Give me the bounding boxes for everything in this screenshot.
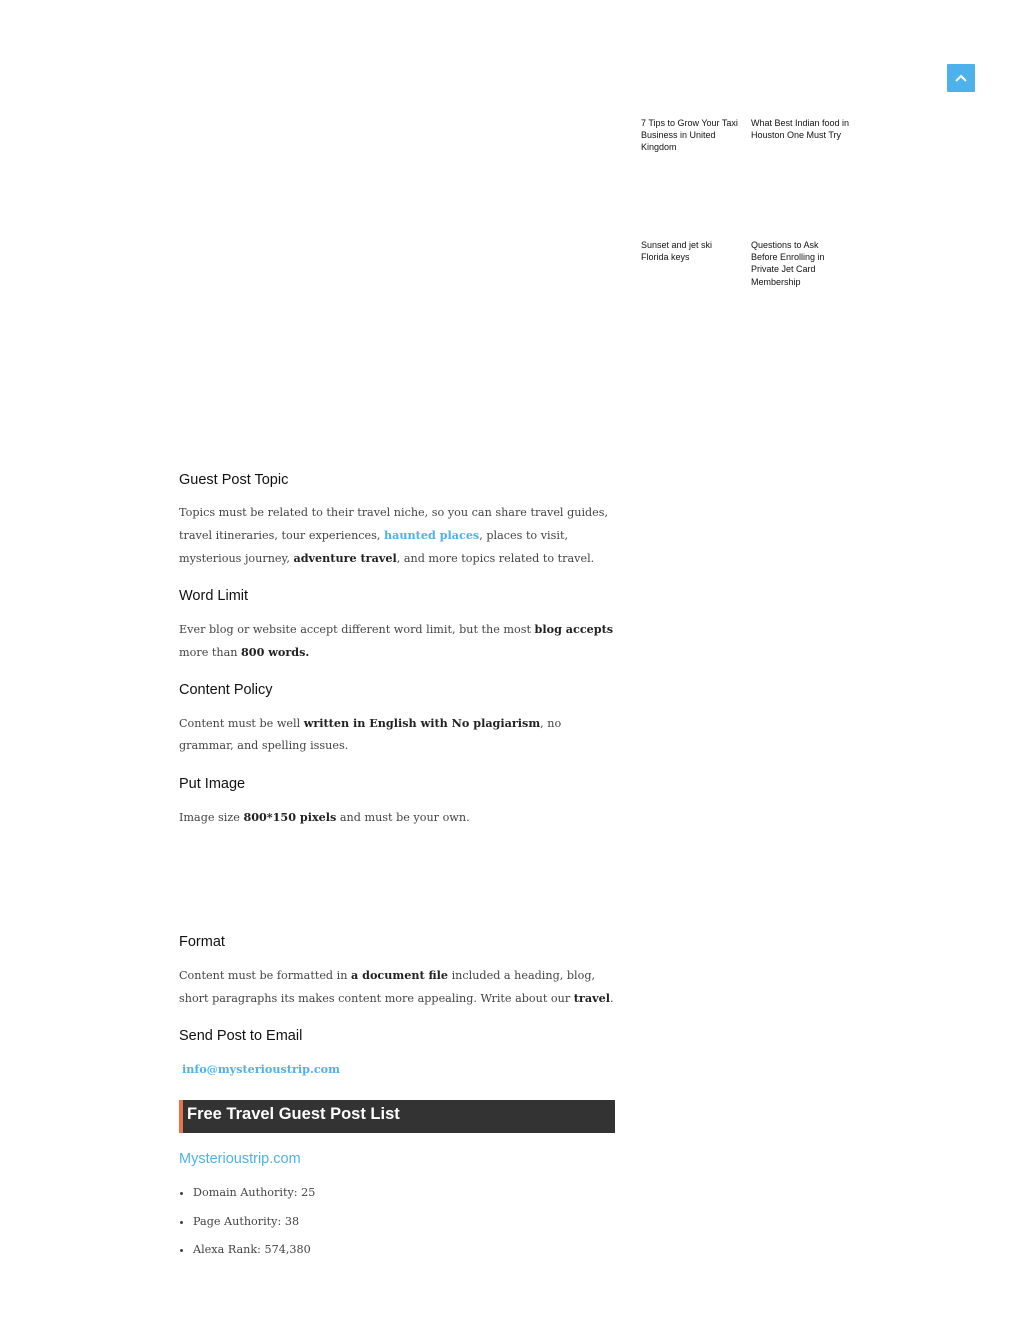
list-item: • Alexa Rank: 574,380: [193, 1241, 315, 1270]
section-heading-word-limit: Word Limit: [179, 588, 249, 604]
related-post-card[interactable]: [641, 117, 741, 154]
list-item: • Domain Authority: 25: [193, 1184, 315, 1213]
related-post-card[interactable]: [751, 239, 851, 288]
back-to-top-button[interactable]: [947, 64, 975, 92]
section-heading-send-post: Send Post to Email: [179, 1028, 303, 1044]
related-post-title[interactable]: What Best Indian food in Houston One Must Try: [751, 118, 850, 141]
site-link[interactable]: Mysterioustrip.com: [179, 1151, 301, 1167]
chevron-up-icon: [955, 74, 967, 82]
section-heading-content-policy: Content Policy: [179, 682, 273, 698]
email-paragraph: [182, 1058, 622, 1081]
site-stats-list: [179, 1184, 315, 1270]
guest-post-topic-text: Topics must be related to their travel niche, so you can share travel guides, travel itineraries, tour experiences, haunted places, places to visit, mysterious journey, adventure travel, and more topics related to travel.: [179, 506, 609, 565]
list-item: • Page Authority: 38: [193, 1213, 315, 1242]
banner-title: Free Travel Guest Post List: [187, 1105, 400, 1123]
section-heading-put-image: Put Image: [179, 776, 246, 792]
haunted-places-link[interactable]: haunted places: [384, 528, 480, 542]
email-link[interactable]: info@mysterioustrip.com: [182, 1062, 340, 1076]
section-heading-format: Format: [179, 934, 225, 950]
related-post-title[interactable]: 7 Tips to Grow Your Taxi Business in United Kingdom: [641, 118, 738, 153]
related-post-title[interactable]: Questions to Ask Before Enrolling in Private Jet Card Membership: [751, 240, 825, 287]
put-image-text: Image size 800*150 pixels and must be your own.: [179, 810, 470, 824]
format-text: Content must be formatted in a document file included a heading, blog, short paragraphs its makes content more appealing. Write about our travel.: [179, 968, 614, 1005]
section-heading-guest-post-topic: Guest Post Topic: [179, 472, 289, 488]
content-policy-text: Content must be well written in English with No plagiarism, no grammar, and spelling issues.: [179, 716, 562, 752]
related-post-title[interactable]: Sunset and jet ski Florida keys: [641, 240, 713, 263]
word-limit-text: Ever blog or website accept different word limit, but the most blog accepts more than 800 words.: [179, 622, 614, 659]
guest-post-list-banner: [179, 1100, 615, 1133]
related-post-card[interactable]: [751, 117, 851, 141]
related-post-card[interactable]: [641, 239, 741, 263]
